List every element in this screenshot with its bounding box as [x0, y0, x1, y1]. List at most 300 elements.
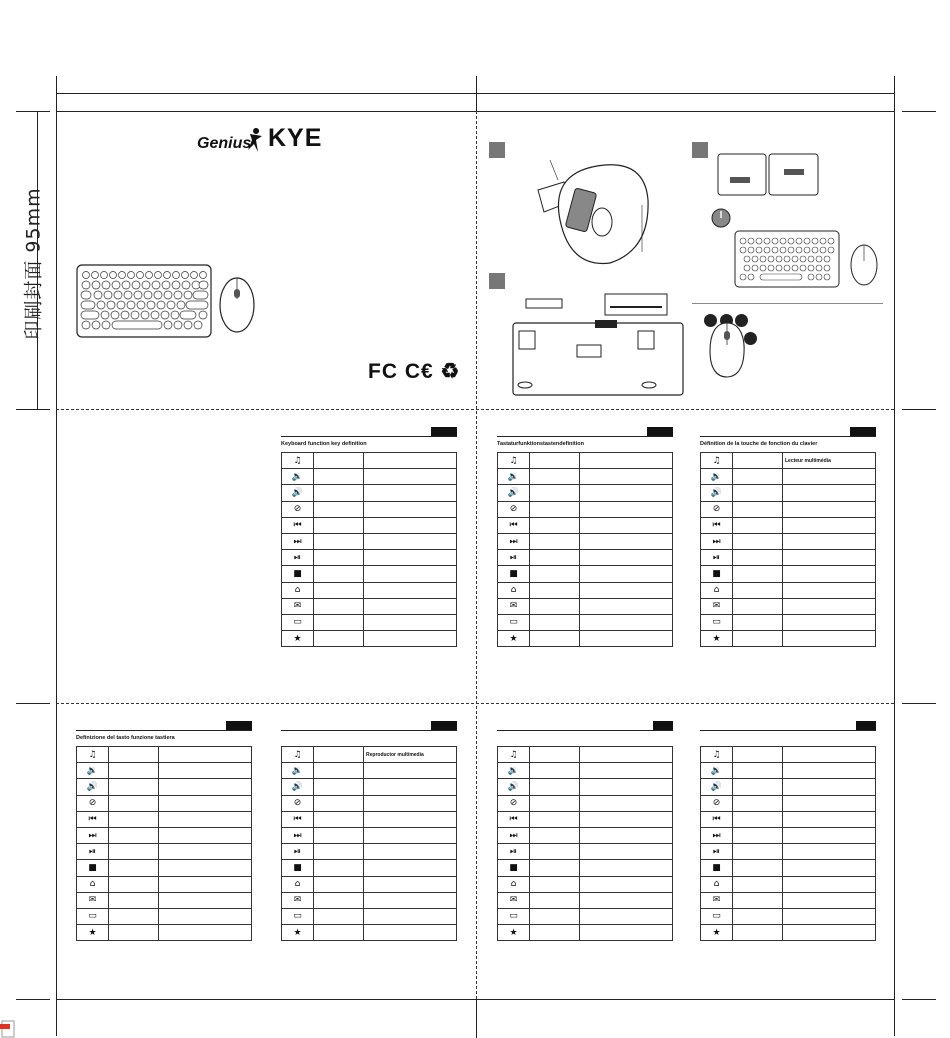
- function-cell: [364, 892, 457, 908]
- table-row: [701, 614, 876, 630]
- key-cell: [733, 517, 783, 533]
- function-cell: [364, 631, 457, 647]
- next-track-icon: ⏭: [77, 827, 109, 843]
- key-cell: [109, 779, 159, 795]
- key-cell: [530, 747, 580, 763]
- function-cell: [580, 876, 673, 892]
- function-cell: [159, 827, 252, 843]
- mute-icon: ⊘: [701, 501, 733, 517]
- table-row: [701, 566, 876, 582]
- volume-down-icon: 🔉: [498, 469, 530, 485]
- key-cell: [733, 501, 783, 517]
- key-cell: [530, 795, 580, 811]
- table-row: [701, 860, 876, 876]
- table-row: [701, 779, 876, 795]
- key-cell: [314, 925, 364, 941]
- key-cell: [314, 517, 364, 533]
- panel-title: Définition de la touche de fonction du clavier: [700, 441, 818, 447]
- function-cell: [783, 844, 876, 860]
- function-cell: [364, 598, 457, 614]
- volume-down-icon: 🔉: [282, 763, 314, 779]
- table-row: [498, 566, 673, 582]
- key-cell: [733, 844, 783, 860]
- table-row: [498, 763, 673, 779]
- key-cell: [733, 779, 783, 795]
- table-row: [701, 501, 876, 517]
- table-row: [77, 844, 252, 860]
- function-cell: [364, 844, 457, 860]
- key-cell: [314, 747, 364, 763]
- function-cell: [580, 453, 673, 469]
- table-row: [77, 908, 252, 924]
- function-cell: [364, 779, 457, 795]
- step-2-marker: [489, 273, 505, 289]
- table-row: [498, 533, 673, 549]
- certification-marks: FC C€ ♻: [368, 360, 461, 383]
- table-row: [498, 827, 673, 843]
- stop-icon: ■: [282, 860, 314, 876]
- table-row: [498, 844, 673, 860]
- mail-icon: ✉: [77, 892, 109, 908]
- favorites-icon: ★: [282, 925, 314, 941]
- mouse-buttons-illustration: [707, 321, 747, 379]
- table-row: [498, 925, 673, 941]
- panel-tag: [226, 721, 252, 730]
- stop-icon: ■: [77, 860, 109, 876]
- table-row: [282, 550, 457, 566]
- play-pause-icon: ⏯: [282, 550, 314, 566]
- table-row: [77, 892, 252, 908]
- table-row: [498, 908, 673, 924]
- function-key-table: [700, 746, 876, 941]
- next-track-icon: ⏭: [282, 533, 314, 549]
- function-cell: [783, 631, 876, 647]
- key-cell: [314, 827, 364, 843]
- print-cover-label: 印刷封面 95mm: [22, 187, 45, 340]
- table-row: [498, 779, 673, 795]
- panel-tag: [647, 427, 673, 436]
- key-cell: [314, 860, 364, 876]
- home-icon: ⌂: [282, 876, 314, 892]
- music-icon: ♫: [282, 453, 314, 469]
- table-row: [701, 631, 876, 647]
- key-cell: [314, 795, 364, 811]
- table-row: [498, 469, 673, 485]
- table-row: [498, 747, 673, 763]
- table-row: [701, 925, 876, 941]
- function-key-table: [76, 746, 252, 941]
- function-cell: [364, 533, 457, 549]
- stop-icon: ■: [498, 860, 530, 876]
- previous-track-icon: ⏮: [77, 811, 109, 827]
- table-row: [701, 811, 876, 827]
- favorites-icon: ★: [77, 925, 109, 941]
- table-row: [77, 827, 252, 843]
- key-cell: [733, 566, 783, 582]
- volume-down-icon: 🔉: [701, 763, 733, 779]
- music-icon: ♫: [282, 747, 314, 763]
- function-cell: [364, 827, 457, 843]
- table-row: [77, 795, 252, 811]
- key-cell: [109, 811, 159, 827]
- key-cell: [314, 453, 364, 469]
- key-cell: [109, 763, 159, 779]
- function-cell: [364, 811, 457, 827]
- key-cell: [733, 453, 783, 469]
- computer-icon: ▭: [282, 908, 314, 924]
- key-cell: [314, 844, 364, 860]
- function-cell: [364, 566, 457, 582]
- key-cell: [530, 485, 580, 501]
- key-cell: [530, 598, 580, 614]
- function-cell: [783, 860, 876, 876]
- key-cell: [530, 453, 580, 469]
- panel-tag: [850, 427, 876, 436]
- key-cell: [530, 811, 580, 827]
- volume-up-icon: 🔊: [282, 485, 314, 501]
- table-row: [282, 453, 457, 469]
- function-cell: [364, 469, 457, 485]
- function-cell: [159, 811, 252, 827]
- function-cell: [159, 763, 252, 779]
- key-cell: [314, 763, 364, 779]
- function-cell: [580, 582, 673, 598]
- key-cell: [314, 779, 364, 795]
- table-row: [498, 811, 673, 827]
- table-row: [282, 925, 457, 941]
- play-pause-icon: ⏯: [282, 844, 314, 860]
- table-row: [701, 453, 876, 469]
- function-cell: [783, 533, 876, 549]
- favorites-icon: ★: [498, 925, 530, 941]
- key-cell: [733, 747, 783, 763]
- table-row: [701, 533, 876, 549]
- volume-up-icon: 🔊: [282, 779, 314, 795]
- key-cell: [530, 892, 580, 908]
- key-cell: [733, 795, 783, 811]
- mute-icon: ⊘: [498, 501, 530, 517]
- function-cell: [364, 614, 457, 630]
- function-cell: [783, 485, 876, 501]
- key-cell: [530, 469, 580, 485]
- table-row: [701, 892, 876, 908]
- table-row: [701, 485, 876, 501]
- play-pause-icon: ⏯: [498, 550, 530, 566]
- volume-up-icon: 🔊: [77, 779, 109, 795]
- favorites-icon: ★: [701, 631, 733, 647]
- key-cell: [314, 811, 364, 827]
- table-row: [282, 566, 457, 582]
- key-cell: [733, 876, 783, 892]
- key-cell: [314, 614, 364, 630]
- key-cell: [314, 908, 364, 924]
- table-row: [282, 795, 457, 811]
- play-pause-icon: ⏯: [77, 844, 109, 860]
- home-icon: ⌂: [701, 876, 733, 892]
- table-row: [498, 517, 673, 533]
- table-row: [282, 779, 457, 795]
- function-cell: [364, 908, 457, 924]
- volume-up-icon: 🔊: [701, 485, 733, 501]
- function-cell: Reproductor multimedia: [364, 747, 457, 763]
- key-cell: [314, 533, 364, 549]
- table-row: [701, 908, 876, 924]
- computer-icon: ▭: [77, 908, 109, 924]
- function-cell: [580, 860, 673, 876]
- volume-down-icon: 🔉: [701, 469, 733, 485]
- key-cell: [530, 550, 580, 566]
- table-row: [282, 501, 457, 517]
- table-row: [701, 517, 876, 533]
- table-row: [498, 598, 673, 614]
- key-cell: [314, 582, 364, 598]
- key-cell: [530, 827, 580, 843]
- mute-icon: ⊘: [77, 795, 109, 811]
- function-cell: [783, 469, 876, 485]
- mail-icon: ✉: [498, 598, 530, 614]
- function-cell: [580, 631, 673, 647]
- table-row: [701, 469, 876, 485]
- function-cell: [580, 779, 673, 795]
- table-row: [77, 779, 252, 795]
- function-cell: [783, 827, 876, 843]
- key-cell: [733, 827, 783, 843]
- favorites-icon: ★: [282, 631, 314, 647]
- mail-icon: ✉: [282, 892, 314, 908]
- computer-icon: ▭: [498, 614, 530, 630]
- table-row: [498, 614, 673, 630]
- function-cell: [364, 485, 457, 501]
- function-cell: [580, 795, 673, 811]
- table-row: [282, 892, 457, 908]
- table-row: [282, 827, 457, 843]
- function-cell: [783, 892, 876, 908]
- key-cell: [733, 631, 783, 647]
- genius-logo: Genius: [197, 135, 252, 152]
- home-icon: ⌂: [282, 582, 314, 598]
- table-row: [701, 795, 876, 811]
- function-cell: [580, 811, 673, 827]
- function-cell: [159, 795, 252, 811]
- keyboard-underside-illustration: [505, 293, 685, 398]
- function-cell: [159, 844, 252, 860]
- key-cell: [733, 763, 783, 779]
- stop-icon: ■: [498, 566, 530, 582]
- function-cell: [580, 925, 673, 941]
- table-row: [282, 582, 457, 598]
- key-cell: [530, 908, 580, 924]
- mail-icon: ✉: [282, 598, 314, 614]
- table-row: [701, 598, 876, 614]
- table-row: [701, 844, 876, 860]
- table-row: [282, 485, 457, 501]
- mute-icon: ⊘: [701, 795, 733, 811]
- table-row: [282, 860, 457, 876]
- table-row: [282, 763, 457, 779]
- key-cell: [109, 925, 159, 941]
- function-cell: [580, 614, 673, 630]
- key-cell: [109, 876, 159, 892]
- table-row: [498, 582, 673, 598]
- key-cell: [530, 533, 580, 549]
- function-cell: [364, 860, 457, 876]
- volume-up-icon: 🔊: [701, 779, 733, 795]
- function-cell: [783, 779, 876, 795]
- previous-track-icon: ⏮: [701, 811, 733, 827]
- function-cell: [364, 795, 457, 811]
- function-cell: [580, 747, 673, 763]
- music-icon: ♫: [77, 747, 109, 763]
- key-cell: [733, 614, 783, 630]
- panel-tag: [431, 427, 457, 436]
- function-cell: [783, 747, 876, 763]
- key-cell: [733, 533, 783, 549]
- usb-receiver-illustration: [716, 153, 820, 197]
- genius-figure-icon: [244, 126, 266, 154]
- key-cell: [530, 614, 580, 630]
- function-cell: [783, 795, 876, 811]
- home-icon: ⌂: [498, 582, 530, 598]
- music-icon: ♫: [498, 747, 530, 763]
- function-cell: [159, 892, 252, 908]
- panel-tag: [653, 721, 673, 730]
- function-cell: [580, 844, 673, 860]
- key-cell: [530, 844, 580, 860]
- mail-icon: ✉: [701, 598, 733, 614]
- next-track-icon: ⏭: [282, 827, 314, 843]
- previous-track-icon: ⏮: [498, 517, 530, 533]
- key-cell: [530, 517, 580, 533]
- function-key-table: [497, 746, 673, 941]
- key-cell: [314, 598, 364, 614]
- function-cell: [159, 860, 252, 876]
- function-cell: [783, 614, 876, 630]
- mail-icon: ✉: [701, 892, 733, 908]
- table-row: [77, 811, 252, 827]
- function-key-table: [281, 746, 457, 941]
- function-cell: [364, 453, 457, 469]
- table-row: [498, 795, 673, 811]
- volume-down-icon: 🔉: [282, 469, 314, 485]
- key-cell: [109, 747, 159, 763]
- stop-icon: ■: [701, 566, 733, 582]
- key-cell: [733, 485, 783, 501]
- table-row: [77, 876, 252, 892]
- key-cell: [530, 925, 580, 941]
- function-cell: [159, 747, 252, 763]
- key-cell: [314, 876, 364, 892]
- table-row: [282, 598, 457, 614]
- panel-title: Definizione del tasto funzione tastiera: [76, 735, 175, 741]
- key-cell: [733, 811, 783, 827]
- kye-logo: KYE: [268, 124, 323, 152]
- next-track-icon: ⏭: [498, 827, 530, 843]
- table-row: [498, 892, 673, 908]
- stop-icon: ■: [282, 566, 314, 582]
- table-row: [282, 631, 457, 647]
- table-row: [282, 517, 457, 533]
- table-row: [77, 925, 252, 941]
- key-cell: [109, 860, 159, 876]
- function-cell: [783, 908, 876, 924]
- panel-title: Tastaturfunktionstastendefinition: [497, 441, 584, 447]
- key-cell: [530, 582, 580, 598]
- function-cell: [580, 892, 673, 908]
- table-row: [701, 827, 876, 843]
- stop-icon: ■: [701, 860, 733, 876]
- function-cell: [783, 501, 876, 517]
- table-row: [282, 844, 457, 860]
- function-cell: [783, 763, 876, 779]
- panel-tag: [856, 721, 876, 730]
- table-row: [498, 453, 673, 469]
- table-row: [701, 876, 876, 892]
- favorites-icon: ★: [701, 925, 733, 941]
- table-row: [77, 763, 252, 779]
- home-icon: ⌂: [701, 582, 733, 598]
- table-row: [498, 860, 673, 876]
- function-cell: [580, 533, 673, 549]
- function-cell: [783, 876, 876, 892]
- function-cell: [580, 517, 673, 533]
- key-cell: [314, 550, 364, 566]
- function-cell: [364, 517, 457, 533]
- panel-title: Keyboard function key definition: [281, 441, 367, 447]
- key-cell: [109, 908, 159, 924]
- next-track-icon: ⏭: [701, 827, 733, 843]
- play-pause-icon: ⏯: [701, 550, 733, 566]
- function-cell: [783, 566, 876, 582]
- key-cell: [733, 550, 783, 566]
- table-row: [282, 533, 457, 549]
- key-cell: [733, 908, 783, 924]
- home-icon: ⌂: [498, 876, 530, 892]
- function-cell: [580, 908, 673, 924]
- key-cell: [530, 860, 580, 876]
- key-cell: [530, 566, 580, 582]
- key-cell: [314, 566, 364, 582]
- key-cell: [530, 876, 580, 892]
- key-cell: [314, 469, 364, 485]
- function-cell: [783, 598, 876, 614]
- key-cell: [314, 892, 364, 908]
- key-cell: [733, 598, 783, 614]
- table-row: [701, 763, 876, 779]
- function-cell: [580, 763, 673, 779]
- table-row: [701, 747, 876, 763]
- key-cell: [530, 631, 580, 647]
- table-row: [498, 550, 673, 566]
- mouse-battery-illustration: [530, 160, 665, 270]
- function-cell: [783, 582, 876, 598]
- key-cell: [530, 763, 580, 779]
- key-cell: [314, 501, 364, 517]
- table-row: [498, 485, 673, 501]
- table-row: [77, 747, 252, 763]
- table-row: [498, 876, 673, 892]
- function-cell: [783, 925, 876, 941]
- panel-tag: [431, 721, 457, 730]
- home-icon: ⌂: [77, 876, 109, 892]
- table-row: [701, 550, 876, 566]
- keyboard-mouse-small-illustration: [734, 229, 886, 291]
- key-cell: [109, 795, 159, 811]
- key-cell: [109, 892, 159, 908]
- computer-icon: ▭: [701, 908, 733, 924]
- play-pause-icon: ⏯: [701, 844, 733, 860]
- function-cell: [364, 582, 457, 598]
- computer-icon: ▭: [282, 614, 314, 630]
